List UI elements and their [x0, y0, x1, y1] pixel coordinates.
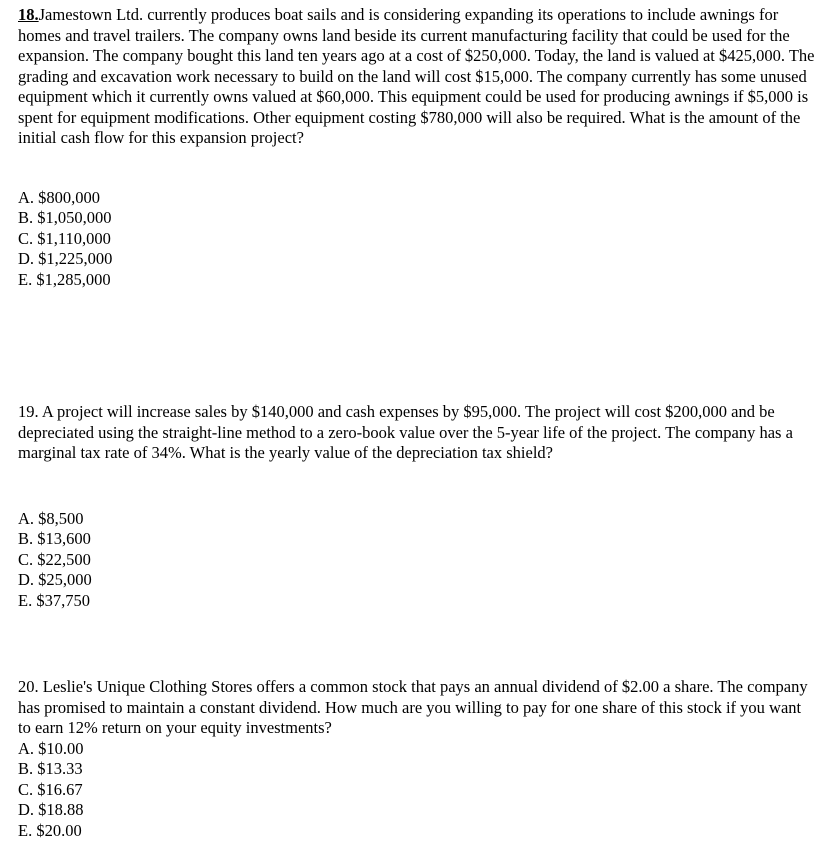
question-18-option-c: C. $1,110,000 [18, 228, 111, 248]
question-18-stem [18, 5, 818, 149]
question-20-option-c: C. $16.67 [18, 779, 83, 799]
question-19-option-e: E. $37,750 [18, 590, 90, 610]
question-19-option-c: C. $22,500 [18, 549, 91, 569]
question-19-stem [18, 402, 818, 464]
question-19-option-b: B. $13,600 [18, 529, 91, 548]
question-19-text: A project will increase sales by $140,000 and cash expenses by $95,000. The project will cost $200,000 and be depreciated using the straight-line method to a zero-book value over the 5-year life of the project. The company has a marginal tax rate of 34%. What is the yearly value of the depreciation tax shield? [18, 402, 793, 462]
question-20 [18, 677, 818, 841]
question-20-option-d: D. $18.88 [18, 800, 84, 819]
question-18-option-b: B. $1,050,000 [18, 208, 112, 227]
question-18-option-d: D. $1,225,000 [18, 249, 113, 268]
question-19-number: 19. [18, 402, 39, 421]
question-18-number: 18. [18, 5, 39, 24]
question-19-options [18, 509, 818, 612]
question-18-option-e: E. $1,285,000 [18, 269, 111, 289]
question-20-stem [18, 677, 818, 739]
question-19 [18, 402, 818, 611]
question-19-option-a: A. $8,500 [18, 508, 84, 528]
question-20-options [18, 739, 818, 842]
question-20-option-e: E. $20.00 [18, 820, 82, 840]
question-20-option-b: B. $13.33 [18, 759, 83, 778]
question-20-number: 20. [18, 677, 39, 696]
question-20-text: Leslie's Unique Clothing Stores offers a common stock that pays an annual dividend of $2.00 a share. The company has promised to maintain a constant dividend. How much are you willing to pay for one share of this stock if you want to earn 12% return on your equity investments? [18, 677, 808, 737]
question-18-options [18, 188, 818, 291]
question-20-option-a: A. $10.00 [18, 738, 84, 758]
question-19-option-d: D. $25,000 [18, 570, 92, 589]
question-18-option-a: A. $800,000 [18, 187, 101, 207]
question-18-text: Jamestown Ltd. currently produces boat sails and is considering expanding its operations to include awnings for homes and travel trailers. The company owns land beside its current manufacturing facility that could be used for the expansion. The company bought this land ten years ago at a cost of $250,000. Today, the land is valued at $425,000. The grading and excavation work necessary to build on the land will cost $15,000. The company currently has some unused equipment which it currently owns valued at $60,000. This equipment could be used for producing awnings if $5,000 is spent for equipment modifications. Other equipment costing $780,000 will also be required. What is the amount of the initial cash flow for this expansion project? [18, 5, 815, 147]
question-18 [18, 5, 818, 290]
